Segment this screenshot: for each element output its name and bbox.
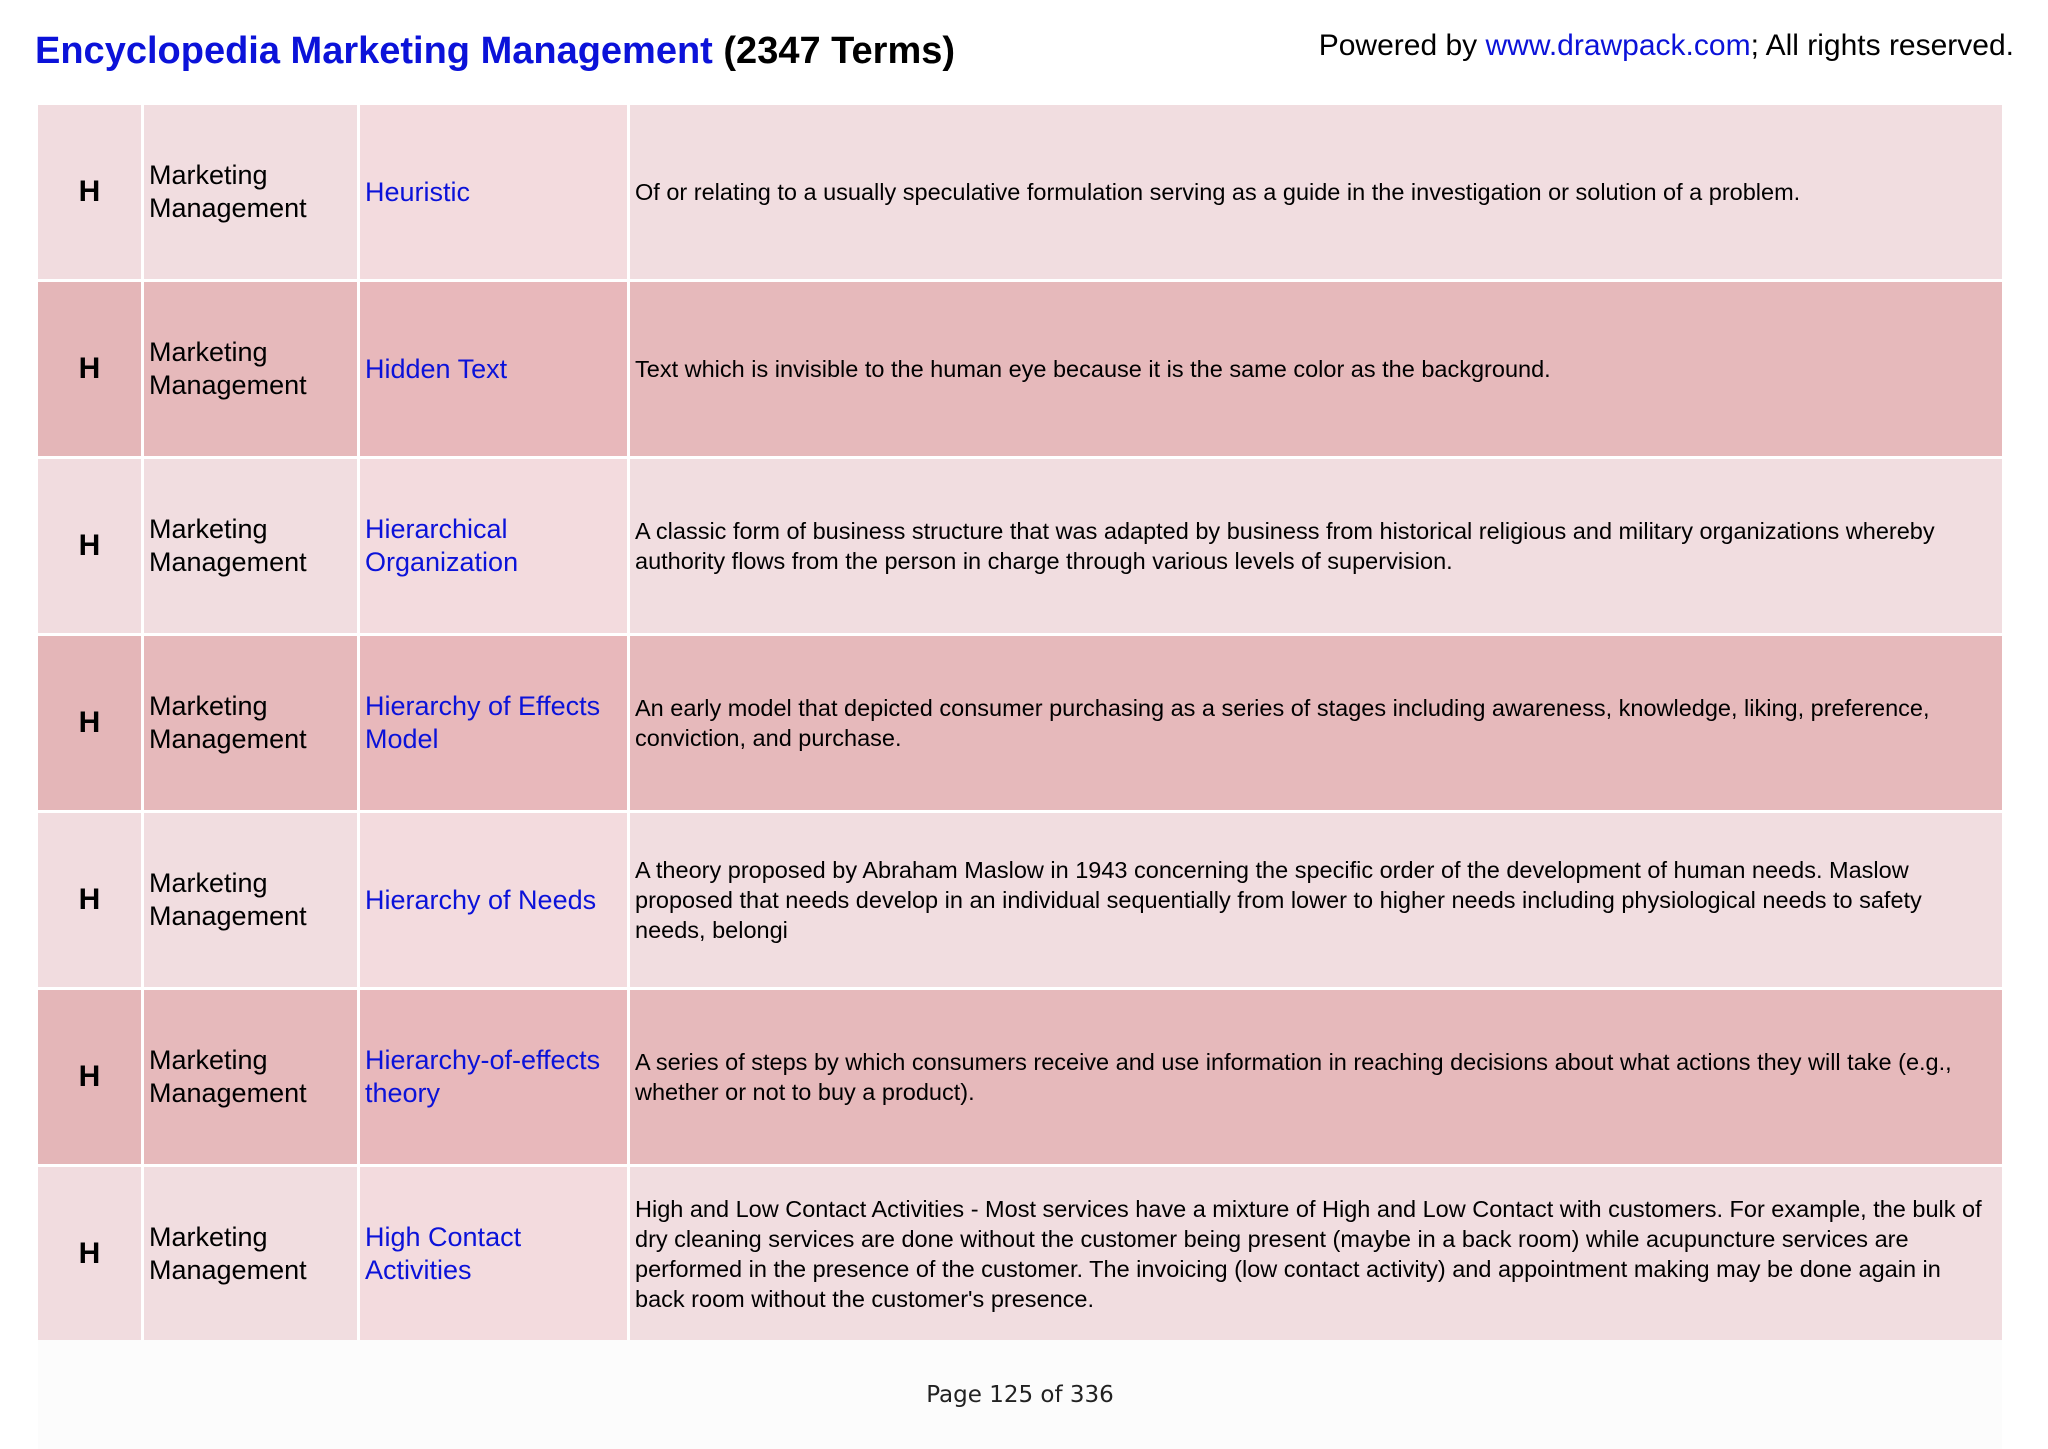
page-header	[0, 0, 2048, 100]
term-link[interactable]: Hierarchy of Effects Model	[360, 636, 630, 813]
term-count: (2347 Terms)	[723, 30, 956, 72]
category-cell: Marketing Management	[144, 459, 360, 636]
table-row	[38, 459, 2002, 636]
powered-prefix: Powered by	[1318, 29, 1486, 62]
definition-cell: High and Low Contact Activities - Most services have a mixture of High and Low Contact with customers. For example, the bulk of dry cleaning services are done without the customer being present (maybe in a back room) while acupuncture services are performed in the presence of the customer. The invoicing (low contact activity) and appointment making may be done again in back room without the customer's presence.	[630, 1167, 2002, 1344]
letter-cell: H	[38, 990, 144, 1167]
table-row	[38, 105, 2002, 282]
rights-text: ; All rights reserved.	[1750, 29, 2014, 62]
letter-cell: H	[38, 636, 144, 813]
term-link[interactable]: Hierarchical Organization	[360, 459, 630, 636]
term-link[interactable]: Hierarchy of Needs	[360, 813, 630, 990]
page-number: Page 125 of 336	[926, 1382, 1114, 1408]
title-brand-link[interactable]: Encyclopedia Marketing Management	[35, 30, 713, 72]
letter-cell: H	[38, 105, 144, 282]
definition-cell: A series of steps by which consumers receive and use information in reaching decisions about what actions they will take (e.g., whether or not to buy a product).	[630, 990, 2002, 1167]
definition-cell: An early model that depicted consumer purchasing as a series of stages including awareness, knowledge, liking, preference, conviction, and purchase.	[630, 636, 2002, 813]
definition-cell: Of or relating to a usually speculative formulation serving as a guide in the investigation or solution of a problem.	[630, 105, 2002, 282]
definition-cell: A classic form of business structure that was adapted by business from historical religious and military organizations whereby authority flows from the person in charge through various levels of supervision.	[630, 459, 2002, 636]
letter-cell: H	[38, 1167, 144, 1344]
category-cell: Marketing Management	[144, 105, 360, 282]
page-title	[35, 30, 955, 73]
category-cell: Marketing Management	[144, 813, 360, 990]
page-footer	[38, 1340, 2002, 1449]
table-row	[38, 282, 2002, 459]
definition-cell: Text which is invisible to the human eye because it is the same color as the background.	[630, 282, 2002, 459]
term-link[interactable]: Hidden Text	[360, 282, 630, 459]
category-cell: Marketing Management	[144, 282, 360, 459]
table-row	[38, 636, 2002, 813]
drawpack-link[interactable]: www.drawpack.com	[1485, 29, 1751, 62]
definition-cell: A theory proposed by Abraham Maslow in 1943 concerning the specific order of the development of human needs. Maslow proposed that needs develop in an individual sequentially from lower to higher needs including physiological needs to safety needs, belongi	[630, 813, 2002, 990]
category-cell: Marketing Management	[144, 636, 360, 813]
table-row	[38, 990, 2002, 1167]
glossary-table	[38, 105, 2002, 1344]
letter-cell: H	[38, 813, 144, 990]
term-link[interactable]: Hierarchy-of-effects theory	[360, 990, 630, 1167]
letter-cell: H	[38, 459, 144, 636]
category-cell: Marketing Management	[144, 1167, 360, 1344]
term-link[interactable]: High Contact Activities	[360, 1167, 630, 1344]
category-cell: Marketing Management	[144, 990, 360, 1167]
letter-cell: H	[38, 282, 144, 459]
table-row	[38, 1167, 2002, 1344]
table-row	[38, 813, 2002, 990]
powered-by-notice	[1319, 29, 2014, 63]
term-link[interactable]: Heuristic	[360, 105, 630, 282]
